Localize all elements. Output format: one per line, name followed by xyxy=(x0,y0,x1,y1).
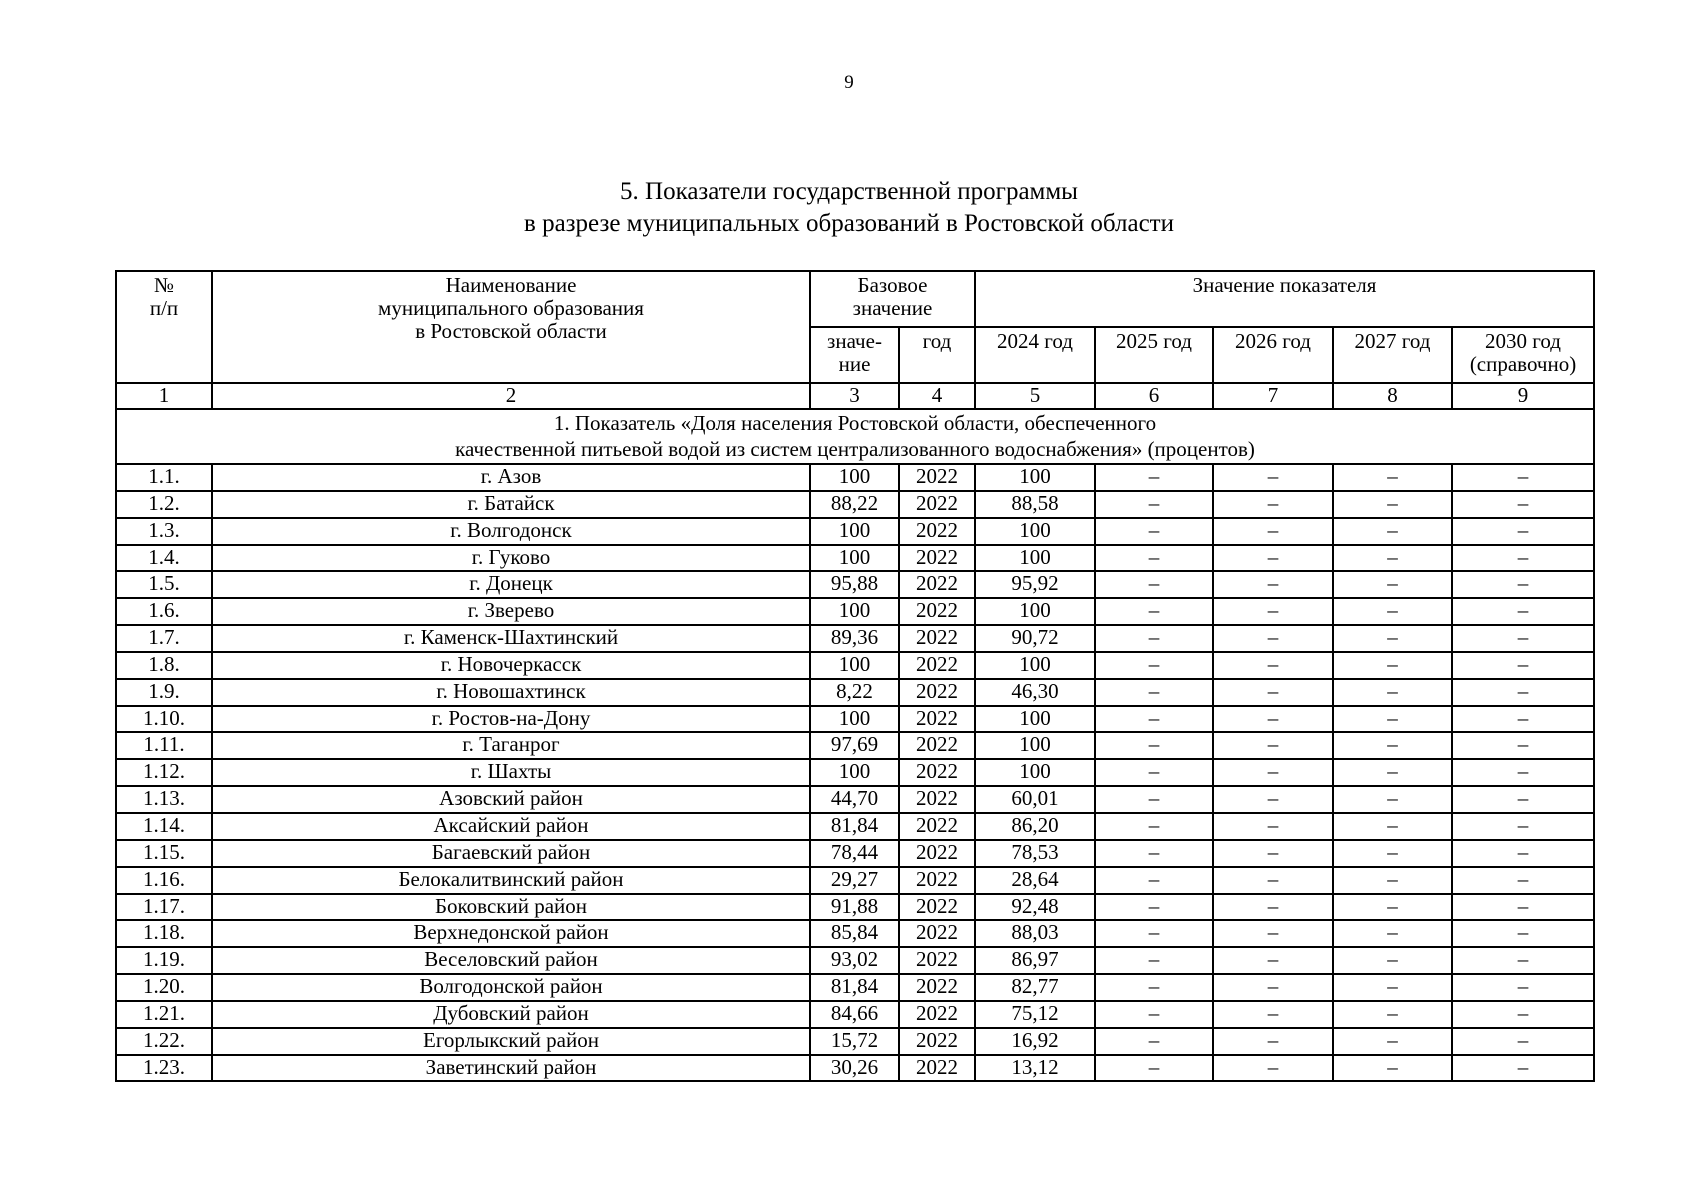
row-number: 1.17. xyxy=(116,894,212,921)
municipality-name: Дубовский район xyxy=(212,1001,810,1028)
base-value: 100 xyxy=(810,464,899,491)
base-year: 2022 xyxy=(899,894,975,921)
value-2026: – xyxy=(1213,867,1333,894)
value-2026: – xyxy=(1213,679,1333,706)
header-base-value-value: значе- ние xyxy=(810,327,899,383)
row-number: 1.9. xyxy=(116,679,212,706)
table-row xyxy=(116,759,1594,786)
base-value: 84,66 xyxy=(810,1001,899,1028)
base-value: 85,84 xyxy=(810,920,899,947)
municipality-name: г. Каменск-Шахтинский xyxy=(212,625,810,652)
base-year: 2022 xyxy=(899,840,975,867)
value-2025: – xyxy=(1095,974,1213,1001)
section-title xyxy=(116,409,1594,464)
value-2024: 100 xyxy=(975,545,1095,572)
column-number: 2 xyxy=(212,383,810,409)
base-value: 100 xyxy=(810,652,899,679)
value-2025: – xyxy=(1095,1001,1213,1028)
value-2026: – xyxy=(1213,732,1333,759)
base-value: 100 xyxy=(810,759,899,786)
base-year: 2022 xyxy=(899,625,975,652)
row-number: 1.6. xyxy=(116,598,212,625)
value-2030: – xyxy=(1452,759,1594,786)
table-row xyxy=(116,545,1594,572)
value-2027: – xyxy=(1333,974,1452,1001)
base-value: 30,26 xyxy=(810,1055,899,1082)
table-row xyxy=(116,894,1594,921)
table-row xyxy=(116,652,1594,679)
value-2027: – xyxy=(1333,947,1452,974)
value-2027: – xyxy=(1333,732,1452,759)
base-value: 44,70 xyxy=(810,786,899,813)
value-2025: – xyxy=(1095,840,1213,867)
table-row xyxy=(116,518,1594,545)
value-2027: – xyxy=(1333,1055,1452,1082)
value-2025: – xyxy=(1095,679,1213,706)
value-2025: – xyxy=(1095,652,1213,679)
row-number: 1.21. xyxy=(116,1001,212,1028)
value-2025: – xyxy=(1095,1055,1213,1082)
table-row xyxy=(116,598,1594,625)
value-2027: – xyxy=(1333,813,1452,840)
value-2024: 95,92 xyxy=(975,571,1095,598)
value-2024: 100 xyxy=(975,518,1095,545)
table-row xyxy=(116,947,1594,974)
value-2024: 92,48 xyxy=(975,894,1095,921)
base-value: 81,84 xyxy=(810,813,899,840)
value-2026: – xyxy=(1213,947,1333,974)
value-2030: – xyxy=(1452,1028,1594,1055)
value-2030: – xyxy=(1452,974,1594,1001)
value-2026: – xyxy=(1213,786,1333,813)
value-2026: – xyxy=(1213,518,1333,545)
value-2030: – xyxy=(1452,598,1594,625)
title-line-2: в разрезе муниципальных образований в Ростовской области xyxy=(524,210,1174,237)
municipality-name: Азовский район xyxy=(212,786,810,813)
base-year: 2022 xyxy=(899,679,975,706)
base-year: 2022 xyxy=(899,813,975,840)
value-2027: – xyxy=(1333,625,1452,652)
value-2027: – xyxy=(1333,759,1452,786)
value-2030: – xyxy=(1452,518,1594,545)
municipality-name: Егорлыкский район xyxy=(212,1028,810,1055)
value-2026: – xyxy=(1213,706,1333,733)
base-value: 8,22 xyxy=(810,679,899,706)
row-number: 1.13. xyxy=(116,786,212,813)
value-2027: – xyxy=(1333,652,1452,679)
row-number: 1.18. xyxy=(116,920,212,947)
value-2024: 88,03 xyxy=(975,920,1095,947)
table-row xyxy=(116,732,1594,759)
value-2026: – xyxy=(1213,1001,1333,1028)
value-2027: – xyxy=(1333,706,1452,733)
value-2027: – xyxy=(1333,840,1452,867)
row-number: 1.16. xyxy=(116,867,212,894)
municipality-name: Белокалитвинский район xyxy=(212,867,810,894)
value-2025: – xyxy=(1095,706,1213,733)
row-number: 1.12. xyxy=(116,759,212,786)
indicators-table xyxy=(115,270,1595,1082)
header-base-value-year: год xyxy=(899,327,975,383)
municipality-name: г. Ростов-на-Дону xyxy=(212,706,810,733)
table-row xyxy=(116,974,1594,1001)
base-value: 29,27 xyxy=(810,867,899,894)
column-number: 5 xyxy=(975,383,1095,409)
value-2026: – xyxy=(1213,813,1333,840)
value-2030: – xyxy=(1452,920,1594,947)
value-2027: – xyxy=(1333,545,1452,572)
value-2026: – xyxy=(1213,974,1333,1001)
value-2030: – xyxy=(1452,732,1594,759)
value-2025: – xyxy=(1095,732,1213,759)
value-2027: – xyxy=(1333,920,1452,947)
value-2027: – xyxy=(1333,786,1452,813)
value-2024: 86,20 xyxy=(975,813,1095,840)
municipality-name: Багаевский район xyxy=(212,840,810,867)
column-number: 3 xyxy=(810,383,899,409)
municipality-name: г. Зверево xyxy=(212,598,810,625)
value-2025: – xyxy=(1095,920,1213,947)
document-title xyxy=(0,176,1698,240)
value-2024: 13,12 xyxy=(975,1055,1095,1082)
column-number: 4 xyxy=(899,383,975,409)
base-year: 2022 xyxy=(899,732,975,759)
base-value: 97,69 xyxy=(810,732,899,759)
value-2026: – xyxy=(1213,625,1333,652)
base-year: 2022 xyxy=(899,652,975,679)
base-year: 2022 xyxy=(899,920,975,947)
value-2026: – xyxy=(1213,1028,1333,1055)
base-year: 2022 xyxy=(899,571,975,598)
value-2027: – xyxy=(1333,598,1452,625)
value-2025: – xyxy=(1095,786,1213,813)
value-2027: – xyxy=(1333,867,1452,894)
base-year: 2022 xyxy=(899,464,975,491)
value-2027: – xyxy=(1333,1028,1452,1055)
row-number: 1.19. xyxy=(116,947,212,974)
value-2030: – xyxy=(1452,894,1594,921)
value-2026: – xyxy=(1213,920,1333,947)
row-number: 1.14. xyxy=(116,813,212,840)
row-number: 1.7. xyxy=(116,625,212,652)
municipality-name: Боковский район xyxy=(212,894,810,921)
value-2024: 86,97 xyxy=(975,947,1095,974)
value-2025: – xyxy=(1095,867,1213,894)
municipality-name: г. Гуково xyxy=(212,545,810,572)
value-2027: – xyxy=(1333,491,1452,518)
value-2026: – xyxy=(1213,571,1333,598)
row-number: 1.2. xyxy=(116,491,212,518)
value-2024: 82,77 xyxy=(975,974,1095,1001)
table-row xyxy=(116,867,1594,894)
row-number: 1.3. xyxy=(116,518,212,545)
value-2024: 100 xyxy=(975,464,1095,491)
value-2026: – xyxy=(1213,759,1333,786)
value-2025: – xyxy=(1095,571,1213,598)
value-2024: 90,72 xyxy=(975,625,1095,652)
header-year-2026: 2026 год xyxy=(1213,327,1333,383)
header-year-2024: 2024 год xyxy=(975,327,1095,383)
value-2030: – xyxy=(1452,867,1594,894)
value-2024: 100 xyxy=(975,732,1095,759)
value-2030: – xyxy=(1452,491,1594,518)
column-number: 8 xyxy=(1333,383,1452,409)
table-row xyxy=(116,920,1594,947)
value-2025: – xyxy=(1095,491,1213,518)
value-2026: – xyxy=(1213,1055,1333,1082)
column-number: 7 xyxy=(1213,383,1333,409)
municipality-name: Верхнедонской район xyxy=(212,920,810,947)
row-number: 1.20. xyxy=(116,974,212,1001)
table-row xyxy=(116,571,1594,598)
header-municipality-name: Наименование муниципального образования в Ростовской области xyxy=(212,271,810,383)
base-value: 95,88 xyxy=(810,571,899,598)
base-year: 2022 xyxy=(899,947,975,974)
municipality-name: г. Таганрог xyxy=(212,732,810,759)
value-2027: – xyxy=(1333,1001,1452,1028)
header-number: № п/п xyxy=(116,271,212,383)
base-value: 100 xyxy=(810,545,899,572)
value-2026: – xyxy=(1213,491,1333,518)
page-number: 9 xyxy=(844,72,854,93)
table-row xyxy=(116,706,1594,733)
value-2024: 100 xyxy=(975,652,1095,679)
value-2026: – xyxy=(1213,652,1333,679)
header-year-2030: 2030 год (справочно) xyxy=(1452,327,1594,383)
table-row xyxy=(116,1055,1594,1082)
value-2024: 16,92 xyxy=(975,1028,1095,1055)
value-2030: – xyxy=(1452,652,1594,679)
value-2025: – xyxy=(1095,947,1213,974)
value-2024: 88,58 xyxy=(975,491,1095,518)
value-2026: – xyxy=(1213,598,1333,625)
value-2027: – xyxy=(1333,679,1452,706)
header-base-value: Базовое значение xyxy=(810,271,975,327)
value-2030: – xyxy=(1452,840,1594,867)
base-year: 2022 xyxy=(899,1001,975,1028)
row-number: 1.22. xyxy=(116,1028,212,1055)
header-indicator-value: Значение показателя xyxy=(975,271,1594,327)
column-number: 6 xyxy=(1095,383,1213,409)
table-row xyxy=(116,1028,1594,1055)
header-year-2025: 2025 год xyxy=(1095,327,1213,383)
base-year: 2022 xyxy=(899,786,975,813)
value-2030: – xyxy=(1452,1055,1594,1082)
value-2026: – xyxy=(1213,840,1333,867)
table-row xyxy=(116,1001,1594,1028)
value-2024: 28,64 xyxy=(975,867,1095,894)
row-number: 1.10. xyxy=(116,706,212,733)
column-number: 9 xyxy=(1452,383,1594,409)
table-row xyxy=(116,464,1594,491)
table-row xyxy=(116,625,1594,652)
value-2030: – xyxy=(1452,813,1594,840)
value-2030: – xyxy=(1452,706,1594,733)
value-2024: 46,30 xyxy=(975,679,1095,706)
municipality-name: Веселовский район xyxy=(212,947,810,974)
base-value: 91,88 xyxy=(810,894,899,921)
section-title-line-1: 1. Показатель «Доля населения Ростовской области, обеспеченного xyxy=(553,411,1157,435)
value-2030: – xyxy=(1452,545,1594,572)
base-year: 2022 xyxy=(899,1028,975,1055)
base-year: 2022 xyxy=(899,706,975,733)
base-year: 2022 xyxy=(899,518,975,545)
base-value: 100 xyxy=(810,598,899,625)
section-header-row xyxy=(116,409,1594,464)
base-year: 2022 xyxy=(899,974,975,1001)
municipality-name: Заветинский район xyxy=(212,1055,810,1082)
value-2025: – xyxy=(1095,464,1213,491)
base-value: 88,22 xyxy=(810,491,899,518)
base-value: 78,44 xyxy=(810,840,899,867)
value-2030: – xyxy=(1452,625,1594,652)
base-year: 2022 xyxy=(899,491,975,518)
value-2025: – xyxy=(1095,518,1213,545)
municipality-name: Волгодонской район xyxy=(212,974,810,1001)
value-2030: – xyxy=(1452,1001,1594,1028)
base-value: 89,36 xyxy=(810,625,899,652)
value-2025: – xyxy=(1095,545,1213,572)
base-value: 15,72 xyxy=(810,1028,899,1055)
municipality-name: г. Новошахтинск xyxy=(212,679,810,706)
base-year: 2022 xyxy=(899,545,975,572)
section-title-line-2: качественной питьевой водой из систем централизованного водоснабжения» (процентов) xyxy=(455,437,1255,461)
value-2026: – xyxy=(1213,464,1333,491)
municipality-name: г. Батайск xyxy=(212,491,810,518)
row-number: 1.4. xyxy=(116,545,212,572)
municipality-name: г. Азов xyxy=(212,464,810,491)
row-number: 1.5. xyxy=(116,571,212,598)
table-row xyxy=(116,786,1594,813)
value-2024: 100 xyxy=(975,598,1095,625)
value-2025: – xyxy=(1095,813,1213,840)
municipality-name: Аксайский район xyxy=(212,813,810,840)
base-year: 2022 xyxy=(899,598,975,625)
value-2025: – xyxy=(1095,894,1213,921)
base-year: 2022 xyxy=(899,1055,975,1082)
column-number: 1 xyxy=(116,383,212,409)
base-year: 2022 xyxy=(899,759,975,786)
title-line-1: 5. Показатели государственной программы xyxy=(620,178,1078,205)
value-2030: – xyxy=(1452,464,1594,491)
value-2025: – xyxy=(1095,625,1213,652)
value-2024: 75,12 xyxy=(975,1001,1095,1028)
value-2027: – xyxy=(1333,571,1452,598)
table-row xyxy=(116,813,1594,840)
table-row xyxy=(116,679,1594,706)
value-2027: – xyxy=(1333,464,1452,491)
header-year-2027: 2027 год xyxy=(1333,327,1452,383)
base-year: 2022 xyxy=(899,867,975,894)
value-2027: – xyxy=(1333,894,1452,921)
value-2026: – xyxy=(1213,894,1333,921)
value-2027: – xyxy=(1333,518,1452,545)
base-value: 93,02 xyxy=(810,947,899,974)
value-2024: 78,53 xyxy=(975,840,1095,867)
base-value: 100 xyxy=(810,706,899,733)
municipality-name: г. Шахты xyxy=(212,759,810,786)
value-2030: – xyxy=(1452,786,1594,813)
value-2030: – xyxy=(1452,571,1594,598)
value-2026: – xyxy=(1213,545,1333,572)
column-numbers-row xyxy=(116,383,1594,409)
value-2025: – xyxy=(1095,598,1213,625)
municipality-name: г. Донецк xyxy=(212,571,810,598)
row-number: 1.11. xyxy=(116,732,212,759)
value-2030: – xyxy=(1452,947,1594,974)
table-row xyxy=(116,491,1594,518)
municipality-name: г. Волгодонск xyxy=(212,518,810,545)
value-2030: – xyxy=(1452,679,1594,706)
value-2025: – xyxy=(1095,759,1213,786)
base-value: 81,84 xyxy=(810,974,899,1001)
base-value: 100 xyxy=(810,518,899,545)
row-number: 1.23. xyxy=(116,1055,212,1082)
row-number: 1.15. xyxy=(116,840,212,867)
value-2024: 100 xyxy=(975,706,1095,733)
value-2025: – xyxy=(1095,1028,1213,1055)
row-number: 1.8. xyxy=(116,652,212,679)
value-2024: 60,01 xyxy=(975,786,1095,813)
table-row xyxy=(116,840,1594,867)
municipality-name: г. Новочеркасск xyxy=(212,652,810,679)
value-2024: 100 xyxy=(975,759,1095,786)
row-number: 1.1. xyxy=(116,464,212,491)
